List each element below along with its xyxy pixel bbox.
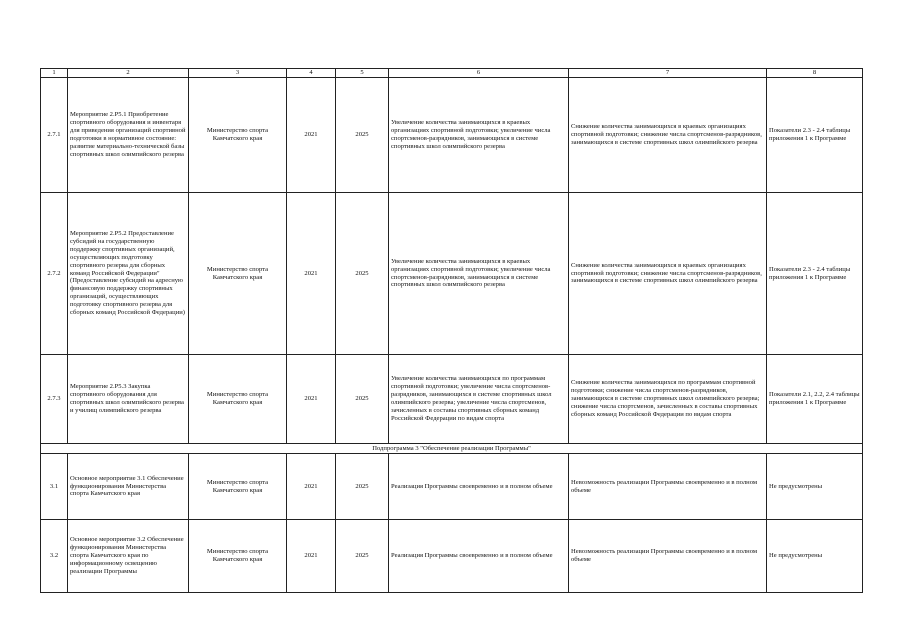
- column-number: 3: [189, 69, 287, 78]
- column-number: 2: [68, 69, 189, 78]
- executor: Министерство спорта Камчатского края: [189, 454, 287, 520]
- table-row: [41, 78, 863, 193]
- indicators: Не предусмотрены: [767, 454, 863, 520]
- event-name: Мероприятие 2.Р5.1 Приобретение спортивного оборудования и инвентаря для приведения организаций спортивной подготовки в нормативное состояние: развитие материально-технической базы спортивных школ олимпийского резерва: [68, 78, 189, 193]
- column-number: 6: [389, 69, 569, 78]
- event-name: Основное мероприятие 3.1 Обеспечение функционирования Министерства спорта Камчатского края: [68, 454, 189, 520]
- table-row: [41, 355, 863, 444]
- item-number: 2.7.3: [41, 355, 68, 444]
- indicators: Показатели 2.3 - 2.4 таблицы приложения 1 к Программе: [767, 78, 863, 193]
- column-number: 7: [569, 69, 767, 78]
- table-row: [41, 454, 863, 520]
- start-year: 2021: [287, 355, 336, 444]
- column-number: 4: [287, 69, 336, 78]
- start-year: 2021: [287, 520, 336, 593]
- expected-result: Увеличение количества занимающихся в краевых организациях спортивной подготовки; увеличение числа спортсменов-разрядников, занимающихся в системе спортивных школ олимпийского резерва: [389, 78, 569, 193]
- start-year: 2021: [287, 454, 336, 520]
- expected-result: Увеличение количества занимающихся по программам спортивной подготовки; увеличение числа спортсменов-разрядников, занимающихся в системе спортивных школ олимпийского резерва; увеличение числа спортсменов, зачисленных в составы спортивных сборных команд Российской Федерации по видам спорта: [389, 355, 569, 444]
- expected-result: Реализация Программы своевременно и в полном объеме: [389, 520, 569, 593]
- column-number: 5: [336, 69, 389, 78]
- event-name: Основное мероприятие 3.2 Обеспечение функционирования Министерства спорта Камчатского края по информационному освещению реализации Программы: [68, 520, 189, 593]
- indicators: Не предусмотрены: [767, 520, 863, 593]
- start-year: 2021: [287, 78, 336, 193]
- executor: Министерство спорта Камчатского края: [189, 193, 287, 355]
- subprogram-title: Подпрограмма 3 "Обеспечение реализации Программы": [41, 444, 863, 454]
- header-row: [41, 69, 863, 78]
- end-year: 2025: [336, 454, 389, 520]
- executor: Министерство спорта Камчатского края: [189, 355, 287, 444]
- start-year: 2021: [287, 193, 336, 355]
- program-events-table: [40, 68, 863, 593]
- column-number: 8: [767, 69, 863, 78]
- item-number: 2.7.1: [41, 78, 68, 193]
- expected-result: Реализация Программы своевременно и в полном объеме: [389, 454, 569, 520]
- indicators: Показатели 2.1, 2.2, 2.4 таблицы приложения 1 к Программе: [767, 355, 863, 444]
- indicators: Показатели 2.3 - 2.4 таблицы приложения 1 к Программе: [767, 193, 863, 355]
- executor: Министерство спорта Камчатского края: [189, 520, 287, 593]
- non-implementation-consequence: Невозможность реализации Программы своевременно и в полном объеме: [569, 454, 767, 520]
- table-row: [41, 520, 863, 593]
- item-number: 3.2: [41, 520, 68, 593]
- item-number: 3.1: [41, 454, 68, 520]
- end-year: 2025: [336, 193, 389, 355]
- end-year: 2025: [336, 78, 389, 193]
- column-number: 1: [41, 69, 68, 78]
- non-implementation-consequence: Невозможность реализации Программы своевременно и в полном объеме: [569, 520, 767, 593]
- expected-result: Увеличение количества занимающихся в краевых организациях спортивной подготовки; увеличение числа спортсменов-разрядников, занимающихся в системе спортивных школ олимпийского резерва: [389, 193, 569, 355]
- non-implementation-consequence: Снижение количества занимающихся в краевых организациях спортивной подготовки; снижение числа спортсменов-разрядников, занимающихся в системе спортивных школ олимпийского резерва: [569, 193, 767, 355]
- item-number: 2.7.2: [41, 193, 68, 355]
- event-name: Мероприятие 2.Р5.2 Предоставление субсидий на государственную поддержку спортивных организаций, осуществляющих подготовку спортивного резерва для сборных команд Российской Федерации" (Предоставление субсидий на адресную финансовую поддержку спортивных организаций, осуществляющих подготовку спортивного резерва для сборных команд Российской Федерации): [68, 193, 189, 355]
- section-row: [41, 444, 863, 454]
- table-row: [41, 193, 863, 355]
- executor: Министерство спорта Камчатского края: [189, 78, 287, 193]
- end-year: 2025: [336, 355, 389, 444]
- non-implementation-consequence: Снижение количества занимающихся в краевых организациях спортивной подготовки; снижение числа спортсменов-разрядников, занимающихся в системе спортивных школ олимпийского резерва: [569, 78, 767, 193]
- end-year: 2025: [336, 520, 389, 593]
- event-name: Мероприятие 2.Р5.3 Закупка спортивного оборудования для спортивных школ олимпийского резерва и училищ олимпийского резерва: [68, 355, 189, 444]
- non-implementation-consequence: Снижение количества занимающихся по программам спортивной подготовки; снижение числа спортсменов-разрядников, занимающихся в системе спортивных школ олимпийского резерва; снижение числа спортсменов, зачисленных в составы спортивных сборных команд Российской Федерации по видам спорта: [569, 355, 767, 444]
